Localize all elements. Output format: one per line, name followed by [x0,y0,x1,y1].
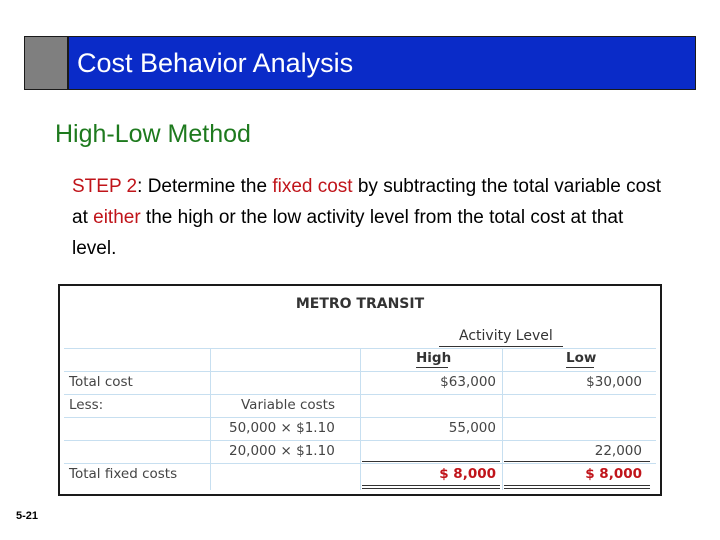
row-sublabel-variable-costs: Variable costs [241,397,335,413]
emphasis-either: either [93,207,141,228]
row-sublabel-low-calc: 20,000 × $1.10 [229,443,335,459]
row-sublabel-high-calc: 50,000 × $1.10 [229,420,335,436]
slide-title: Cost Behavior Analysis [77,48,354,78]
cell-total-cost-low: $30,000 [586,374,642,390]
cell-variable-low: 22,000 [594,443,642,459]
step-paragraph [72,171,672,264]
step-text-before: : Determine the [137,176,273,197]
activity-level-underline [439,346,563,347]
col-header-high: High [416,350,452,366]
title-accent-tab [25,37,69,89]
activity-level-header: Activity Level [459,328,553,344]
double-underline-low [504,485,650,489]
row-label-total-fixed-costs: Total fixed costs [69,466,178,482]
table-body [64,290,656,490]
metro-transit-table [58,284,662,496]
subtotal-line-low [504,461,650,462]
gridline [502,348,503,490]
gridline [360,348,361,490]
company-name: METRO TRANSIT [295,296,425,312]
slide-number: 5-21 [16,510,39,522]
high-underline [416,367,448,368]
step-label: STEP 2 [72,176,138,197]
row-label-total-cost: Total cost [69,374,133,390]
section-heading: High-Low Method [55,120,251,148]
title-bar [24,36,696,90]
row-label-less: Less: [69,397,104,413]
cell-fixed-high: $ 8,000 [439,466,496,482]
subtotal-line-high [362,461,500,462]
col-header-low: Low [566,350,597,366]
double-underline-high [362,485,500,489]
cell-total-cost-high: $63,000 [440,374,496,390]
gridline [210,348,211,490]
step-text-after: the high or the low activity level from the total cost at that level. [72,207,624,259]
cell-variable-high: 55,000 [448,420,496,436]
cell-fixed-low: $ 8,000 [585,466,642,482]
low-underline [566,367,594,368]
emphasis-fixed-cost: fixed cost [272,176,353,197]
step-text-mid: by subtracting the total variable cost at [72,176,661,228]
